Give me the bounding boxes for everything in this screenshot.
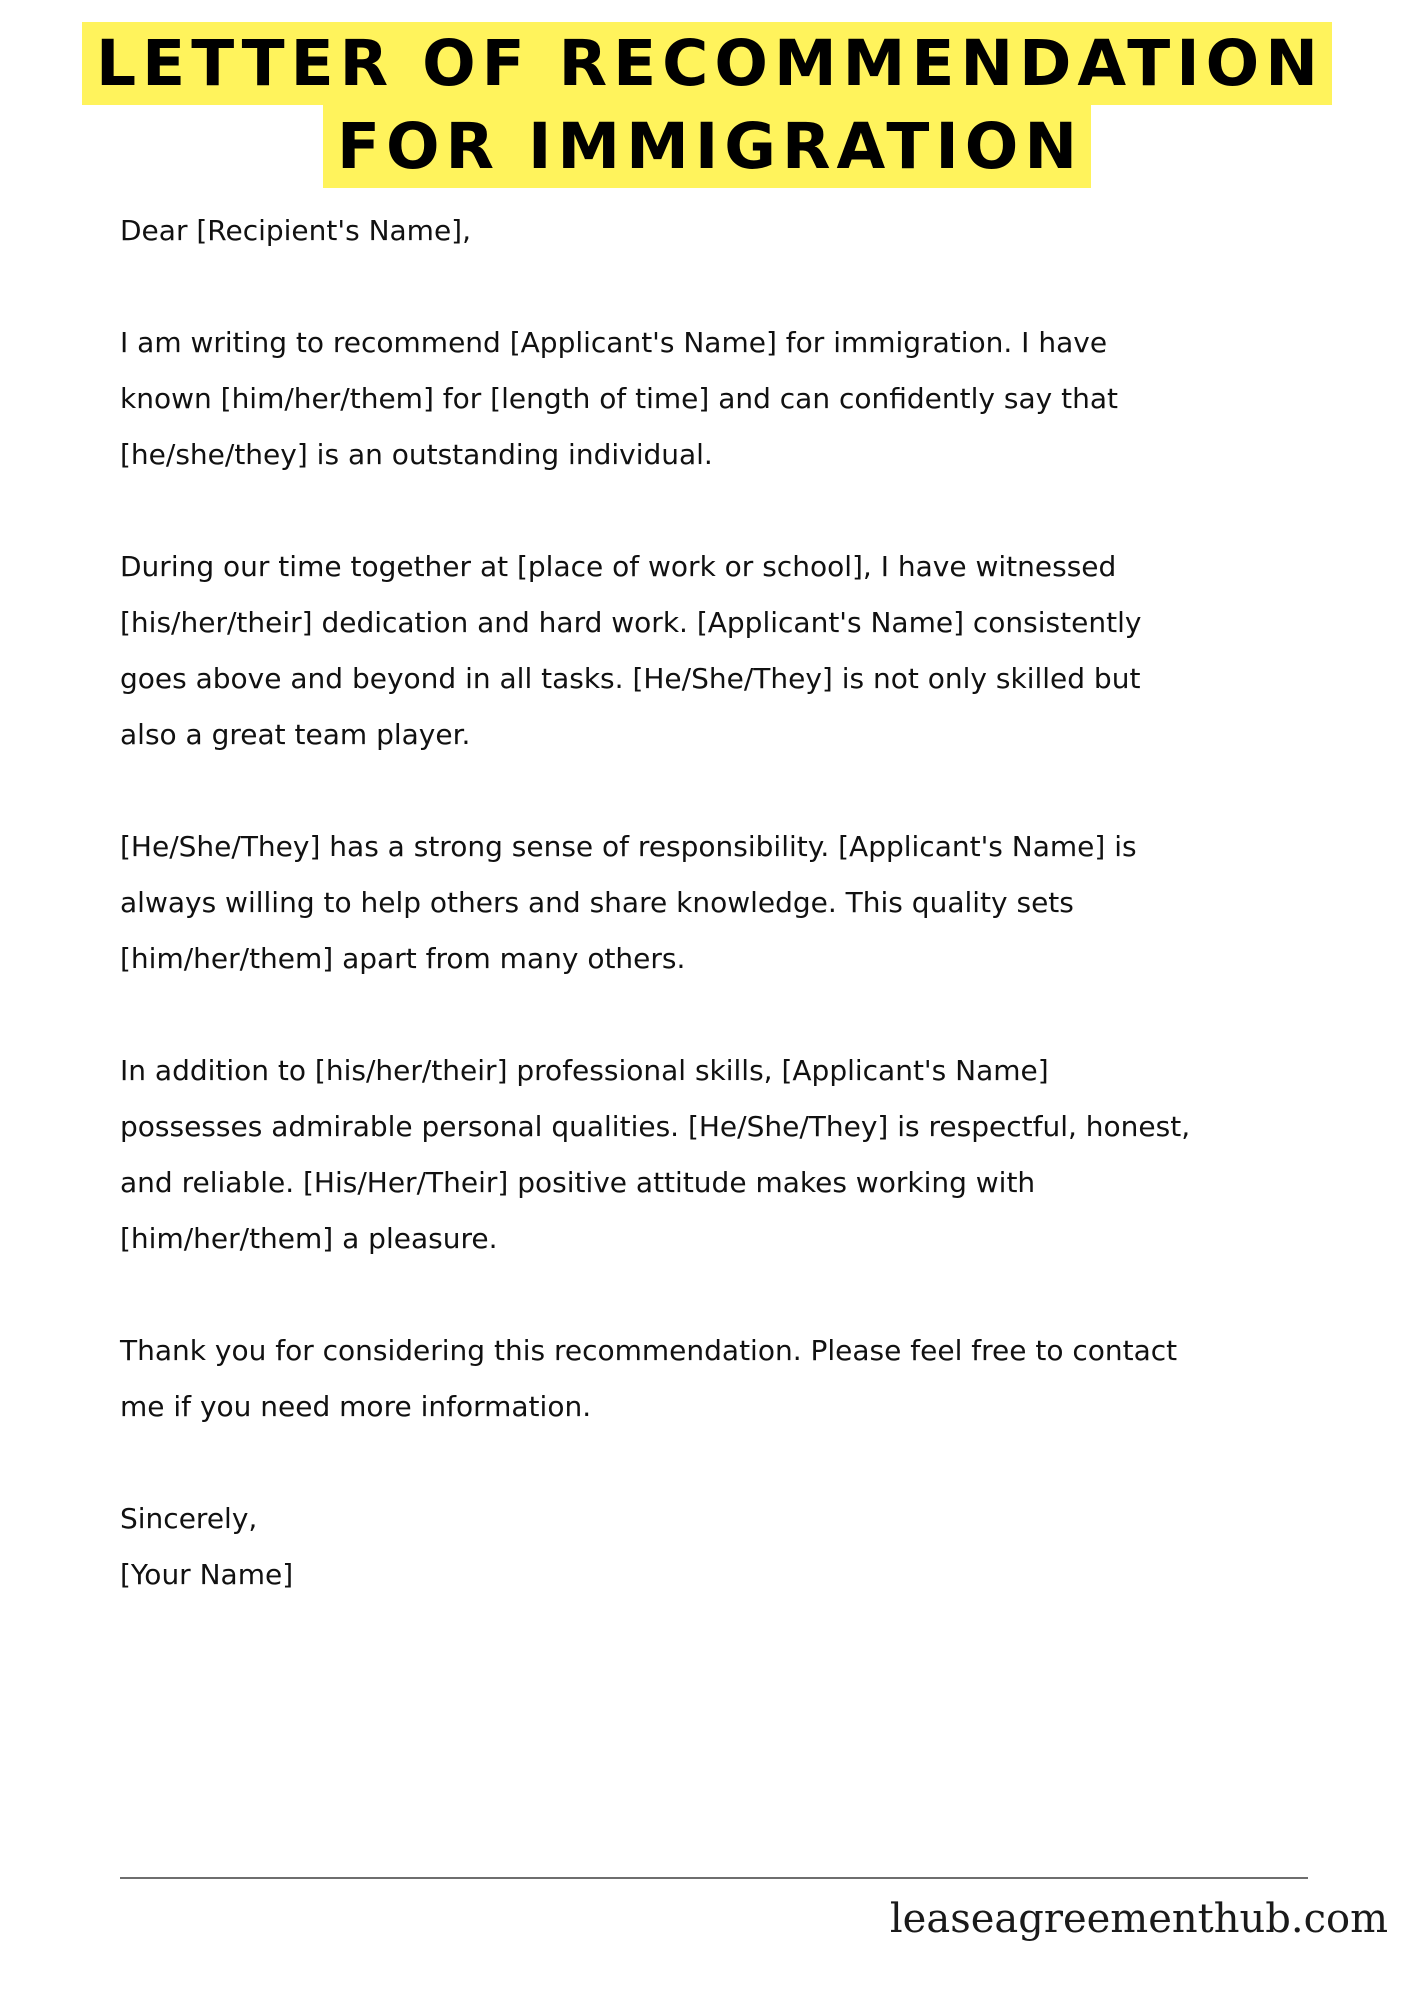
salutation: Dear [Recipient's Name], bbox=[120, 214, 471, 247]
document-title bbox=[0, 22, 1414, 188]
paragraph-4: In addition to [his/her/their] professional skills, [Applicant's Name] possesses admirable personal qualities. [He/She/They] is respectful, honest, and reliable. [His/Her/Their] positive attitude makes working with [him/her/them] a pleasure. bbox=[120, 1054, 1191, 1255]
closing: Sincerely, bbox=[120, 1502, 258, 1535]
letter-body bbox=[120, 203, 1320, 1603]
paragraph-5: Thank you for considering this recommendation. Please feel free to contact me if you need more information. bbox=[120, 1334, 1178, 1423]
title-line-1: LETTER OF RECOMMENDATION bbox=[82, 22, 1332, 105]
footer-divider bbox=[120, 1877, 1308, 1879]
paragraph-3: [He/She/They] has a strong sense of responsibility. [Applicant's Name] is always willing to help others and share knowledge. This quality sets [him/her/them] apart from many others. bbox=[120, 830, 1137, 975]
paragraph-2: During our time together at [place of work or school], I have witnessed [his/her/their] dedication and hard work. [Applicant's Name] consistently goes above and beyond in all tasks. [He/She/They] is not only skilled but also a great team player. bbox=[120, 550, 1142, 751]
footer-website: leaseagreementhub.com bbox=[889, 1896, 1388, 1942]
title-line-2: FOR IMMIGRATION bbox=[323, 105, 1091, 188]
signature: [Your Name] bbox=[120, 1558, 294, 1591]
paragraph-1: I am writing to recommend [Applicant's Name] for immigration. I have known [him/her/them] for [length of time] and can confidently say that [he/she/they] is an outstanding individual. bbox=[120, 326, 1118, 471]
